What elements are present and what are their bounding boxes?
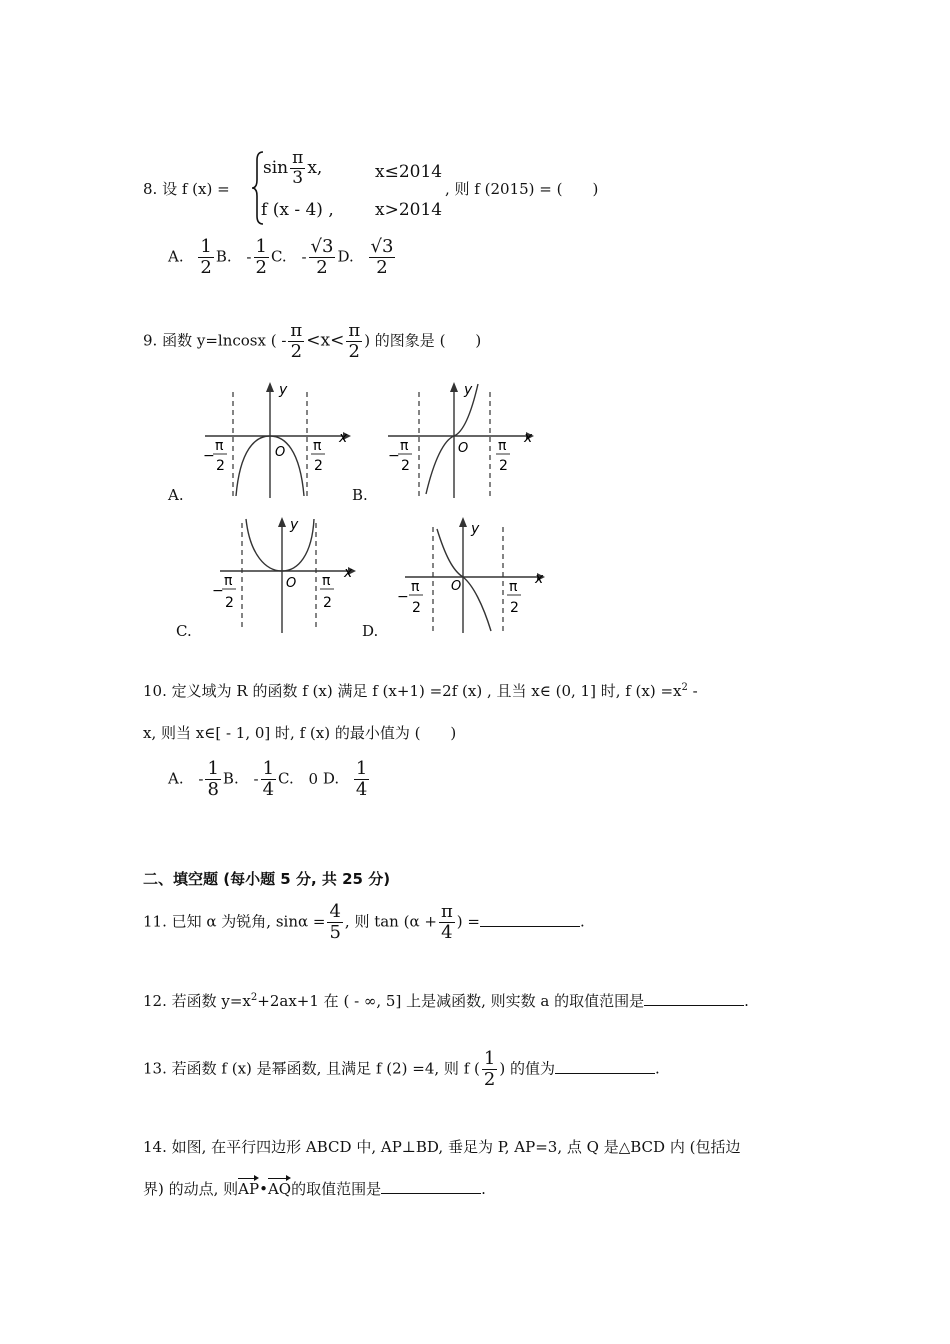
q8-prefix: 8. 设 f (x) = [143,180,230,198]
svg-text:π: π [411,579,420,595]
svg-text:2: 2 [225,595,234,611]
q14-answer-blank[interactable] [381,1181,481,1194]
q8-case2-cond: x>2014 [375,200,443,220]
q13-frac: $\frac{1}{2}$ [483,1048,496,1090]
vector-ap: AP [238,1176,259,1198]
q10-options: A. - $\frac{1}{8}$ B. - $\frac{1}{4}$ C. 0 D. $\frac{1}{4}$ [168,758,368,800]
q11: 11. 已知 α 为锐角, sinα = $\frac{4}{5}$ , 则 tan (α + $\frac{\pi}{4}$ ) = . [143,901,585,943]
origin-label: O [275,445,286,460]
q9-graph-d [395,515,560,635]
q13-answer-blank[interactable] [555,1061,655,1074]
vector-aq: AQ [268,1176,291,1198]
q14-line1: 14. 如图, 在平行四边形 ABCD 中, AP⊥BD, 垂足为 P, AP=3, 点 Q 是△BCD 内 (包括边 [143,1138,741,1156]
svg-text:−: − [388,448,400,464]
svg-text:2: 2 [314,458,323,474]
svg-text:π: π [224,573,233,589]
svg-text:y: y [464,382,473,398]
svg-text:π: π [498,438,507,454]
q8-case1: sin $\frac{\pi}{3}$ x, [263,148,323,188]
q12: 12. 若函数 $y=x^2+2ax+1$ 在 ( - ∞, 5] 上是减函数, 则实数 a 的取值范围是 . [143,992,749,1010]
axis-label-y: y [279,382,288,398]
svg-text:π: π [313,438,322,454]
q10-opt-d-frac: $\frac{1}{4}$ [355,758,368,800]
svg-text:2: 2 [499,458,508,474]
q10-line2: x, 则当 x∈[ - 1, 0] 时, f (x) 的最小值为 ( ) [143,724,457,742]
q8-opt-d-frac: $\frac{√3}{2}$ [370,236,394,278]
q8-case1-frac: $\frac{\pi}{3}$ [292,148,304,188]
q11-frac-1: $\frac{4}{5}$ [329,901,341,943]
q9-graph-c [210,515,370,635]
q10-line1: 10. 定义域为 R 的函数 f (x) 满足 f (x+1) =2f (x) , 且当 x∈ (0, 1] 时, f $(x) =x^2$ - [143,682,698,700]
q9-graph-a [195,380,355,500]
svg-text:−: − [397,589,409,605]
q8-options: A. $\frac{1}{2}$ B. - $\frac{1}{2}$ C. - $\frac{√3}{2}$ D. $\frac{√3}{2}$ [168,236,394,278]
q8-suffix: , 则 f (2015) = ( ) [445,180,599,198]
q9-frac-1: $\frac{\pi}{2}$ [290,320,303,362]
q9-frac-2: $\frac{\pi}{2}$ [348,320,361,362]
svg-text:π: π [509,579,518,595]
q9-graph-b [378,380,543,500]
q10-opt-a-frac: $\frac{1}{8}$ [207,758,219,800]
svg-text:2: 2 [323,595,332,611]
q13: 13. 若函数 f (x) 是幂函数, 且满足 f (2) =4, 则 f ( $\frac{1}{2}$ ) 的值为 . [143,1048,660,1090]
q11-frac-2: $\frac{\pi}{4}$ [440,901,453,943]
q9-label-a: A. [168,486,184,504]
svg-text:O: O [451,579,462,594]
q8-opt-a-frac: $\frac{1}{2}$ [200,236,212,278]
svg-text:2: 2 [401,458,410,474]
svg-text:y: y [290,517,299,533]
q10-opt-b-frac: $\frac{1}{4}$ [262,758,275,800]
q8-opt-c-frac: $\frac{√3}{2}$ [310,236,334,278]
svg-text:x: x [524,430,533,446]
q8-opt-b-frac: $\frac{1}{2}$ [255,236,267,278]
svg-text:y: y [471,521,480,537]
svg-text:−: − [203,448,215,464]
svg-text:π: π [215,438,224,454]
svg-text:x: x [344,565,353,581]
q9-stem: 9. 函数 y=lncosx ( - $\frac{\pi}{2}$ <x< $\frac{\pi}{2}$ ) 的图象是 ( ) [143,320,482,362]
svg-text:2: 2 [510,600,519,616]
svg-text:x: x [535,571,544,587]
q9-label-d: D. [362,622,379,640]
svg-text:π: π [322,573,331,589]
q9-label-c: C. [176,622,192,640]
svg-text:O: O [286,576,297,591]
axis-label-x: x [339,430,348,446]
q14-line2: 界) 的动点, 则AP•AQ的取值范围是 . [143,1176,486,1199]
svg-text:π: π [400,438,409,454]
svg-text:O: O [458,441,469,456]
q11-answer-blank[interactable] [480,914,580,927]
q8-case2: f (x - 4) , [261,200,334,220]
svg-text:2: 2 [216,458,225,474]
svg-text:2: 2 [412,600,421,616]
q8-case1-cond: x≤2014 [375,162,443,182]
svg-text:−: − [212,583,224,599]
section-2-title: 二、填空题 (每小题 5 分, 共 25 分) [143,870,391,888]
q12-answer-blank[interactable] [644,993,744,1006]
q9-label-b: B. [352,486,368,504]
